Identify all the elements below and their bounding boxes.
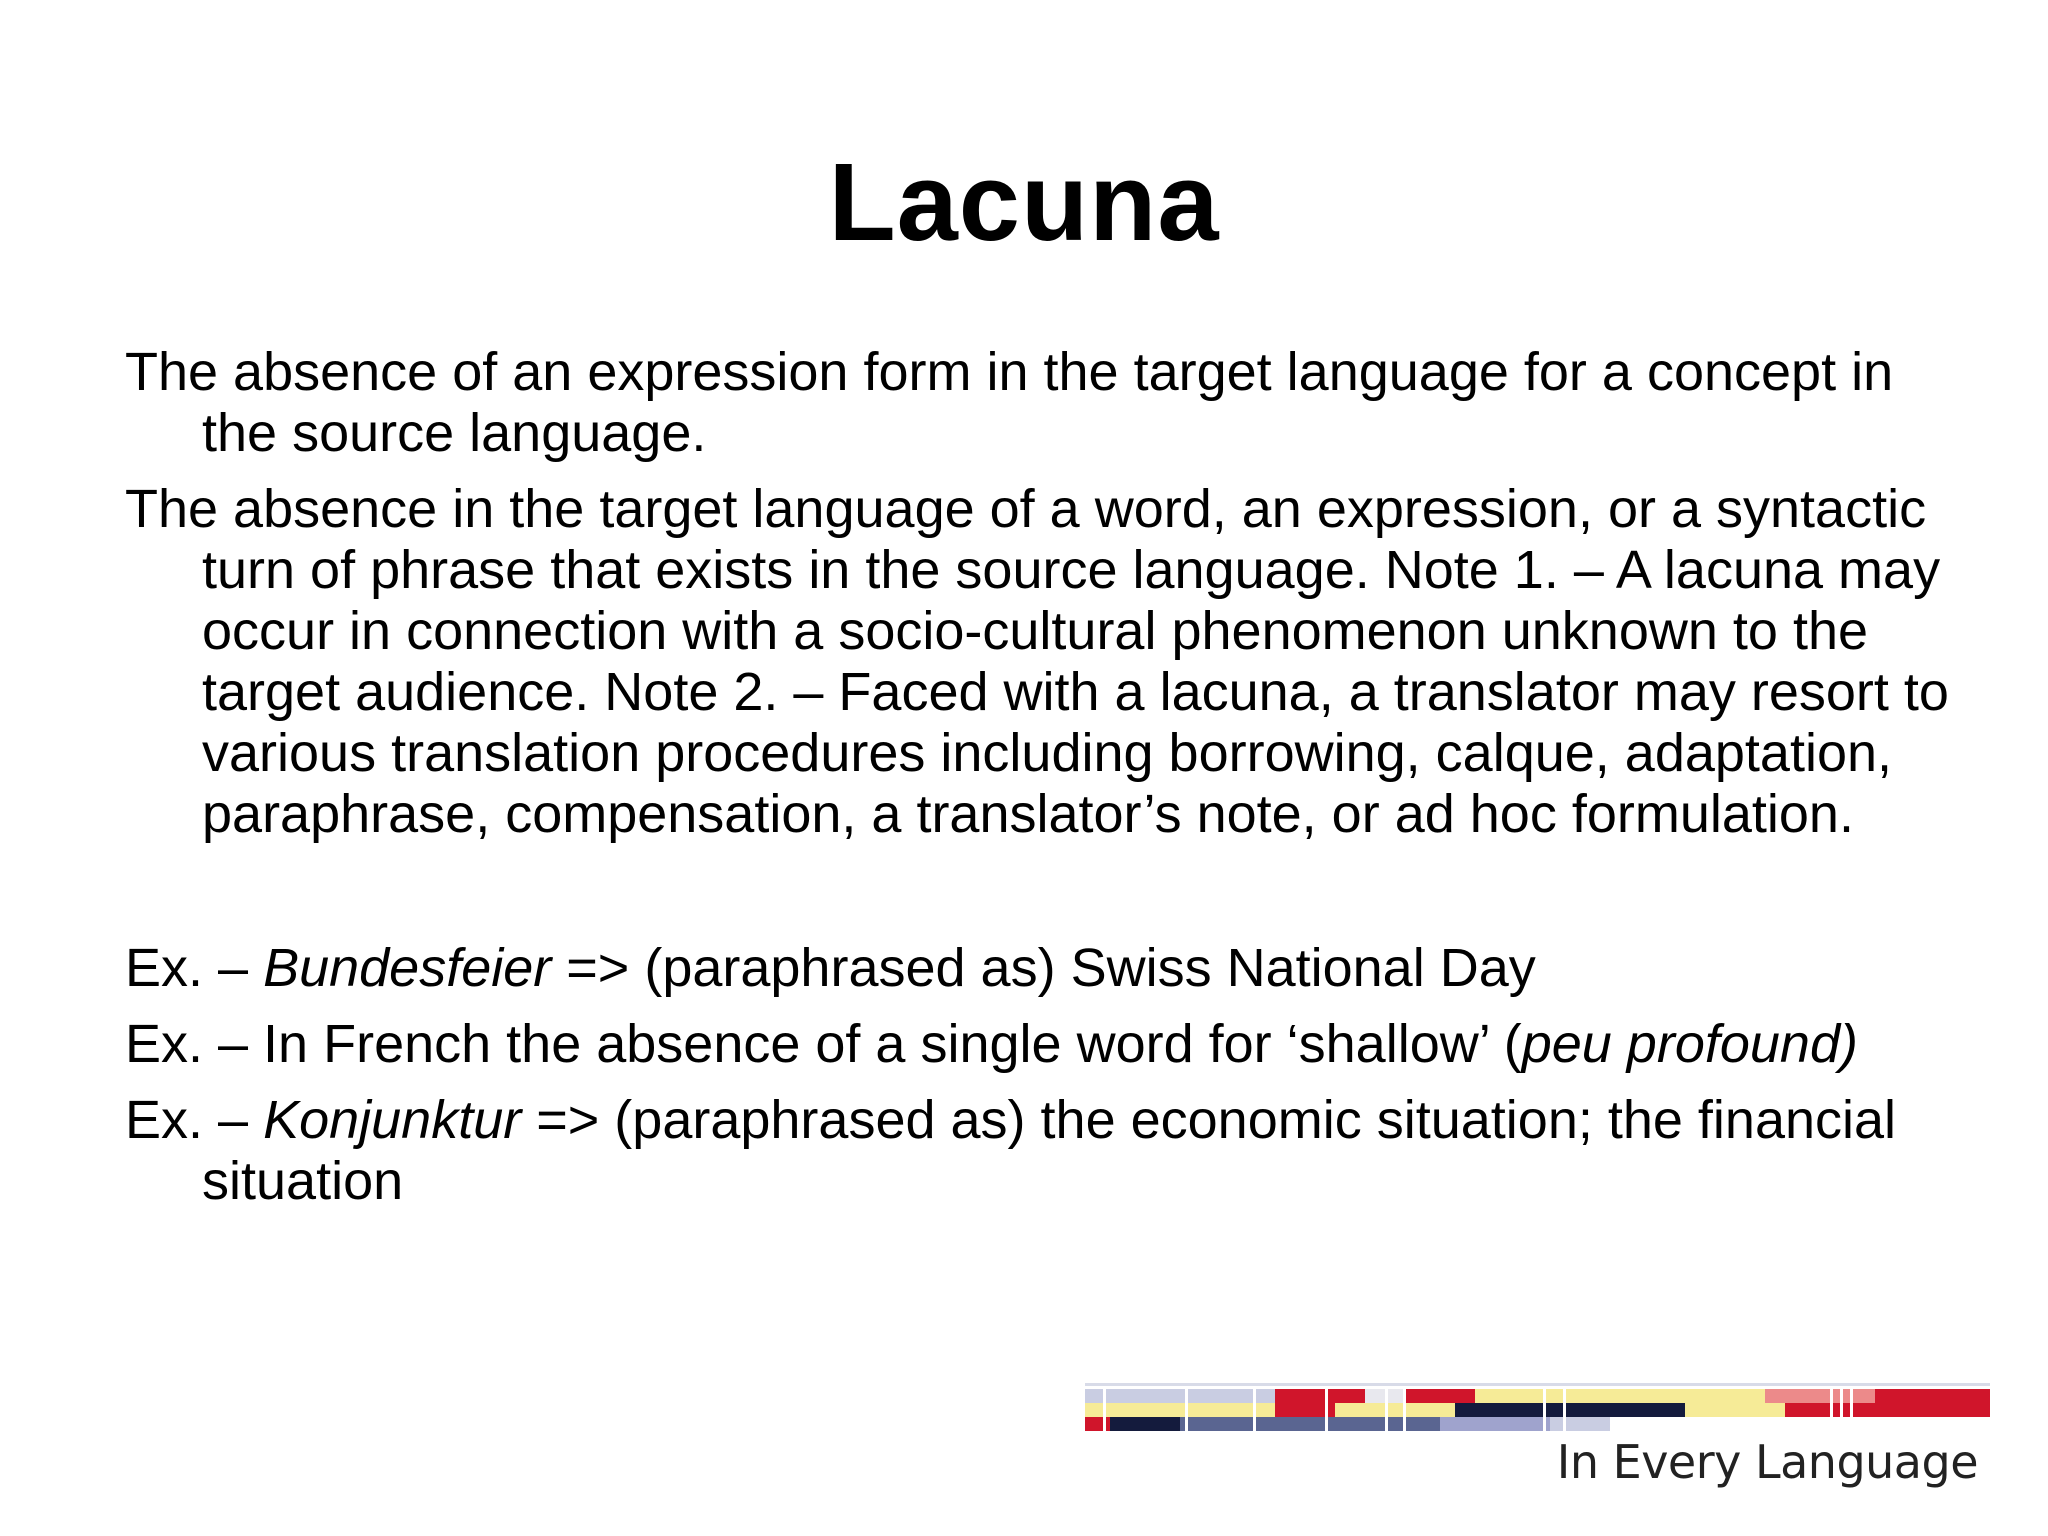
definition-1: The absence of an expression form in the target language for a concept in the source language. xyxy=(125,342,1894,463)
example-3 xyxy=(125,1090,1955,1212)
example-3-rest: => (paraphrased as) the economic situation; the financial situation xyxy=(202,1090,1897,1211)
logo-text: In Every Language xyxy=(1556,1435,1978,1489)
example-2 xyxy=(125,1014,1955,1075)
slide-title: Lacuna xyxy=(828,141,1220,264)
logo-stripes-graphic xyxy=(1085,1383,1990,1443)
example-3-prefix: Ex. – xyxy=(125,1090,264,1150)
slide-body xyxy=(125,342,1955,1212)
in-every-language-logo xyxy=(1085,1383,1990,1533)
example-2-prefix: Ex. – In French the absence of a single word for ‘shallow’ ( xyxy=(125,1014,1522,1074)
example-2-term: peu profound) xyxy=(1521,1014,1858,1074)
example-1-rest: => (paraphrased as) Swiss National Day xyxy=(551,938,1536,998)
example-1 xyxy=(125,938,1955,999)
example-1-prefix: Ex. – xyxy=(125,938,264,998)
definition-2: The absence in the target language of a word, an expression, or a syntactic turn of phrase that exists in the source language. Note 1. – A lacuna may occur in connection with a socio-cultural phenomenon unknown to the target audience. Note 2. – Faced with a lacuna, a translator may resort to various translation procedures including borrowing, calque, adaptation, paraphrase, compensation, a translator’s note, or ad hoc formulation. xyxy=(125,479,1949,844)
example-1-term: Bundesfeier xyxy=(263,938,552,998)
example-3-term: Konjunktur xyxy=(263,1090,522,1150)
